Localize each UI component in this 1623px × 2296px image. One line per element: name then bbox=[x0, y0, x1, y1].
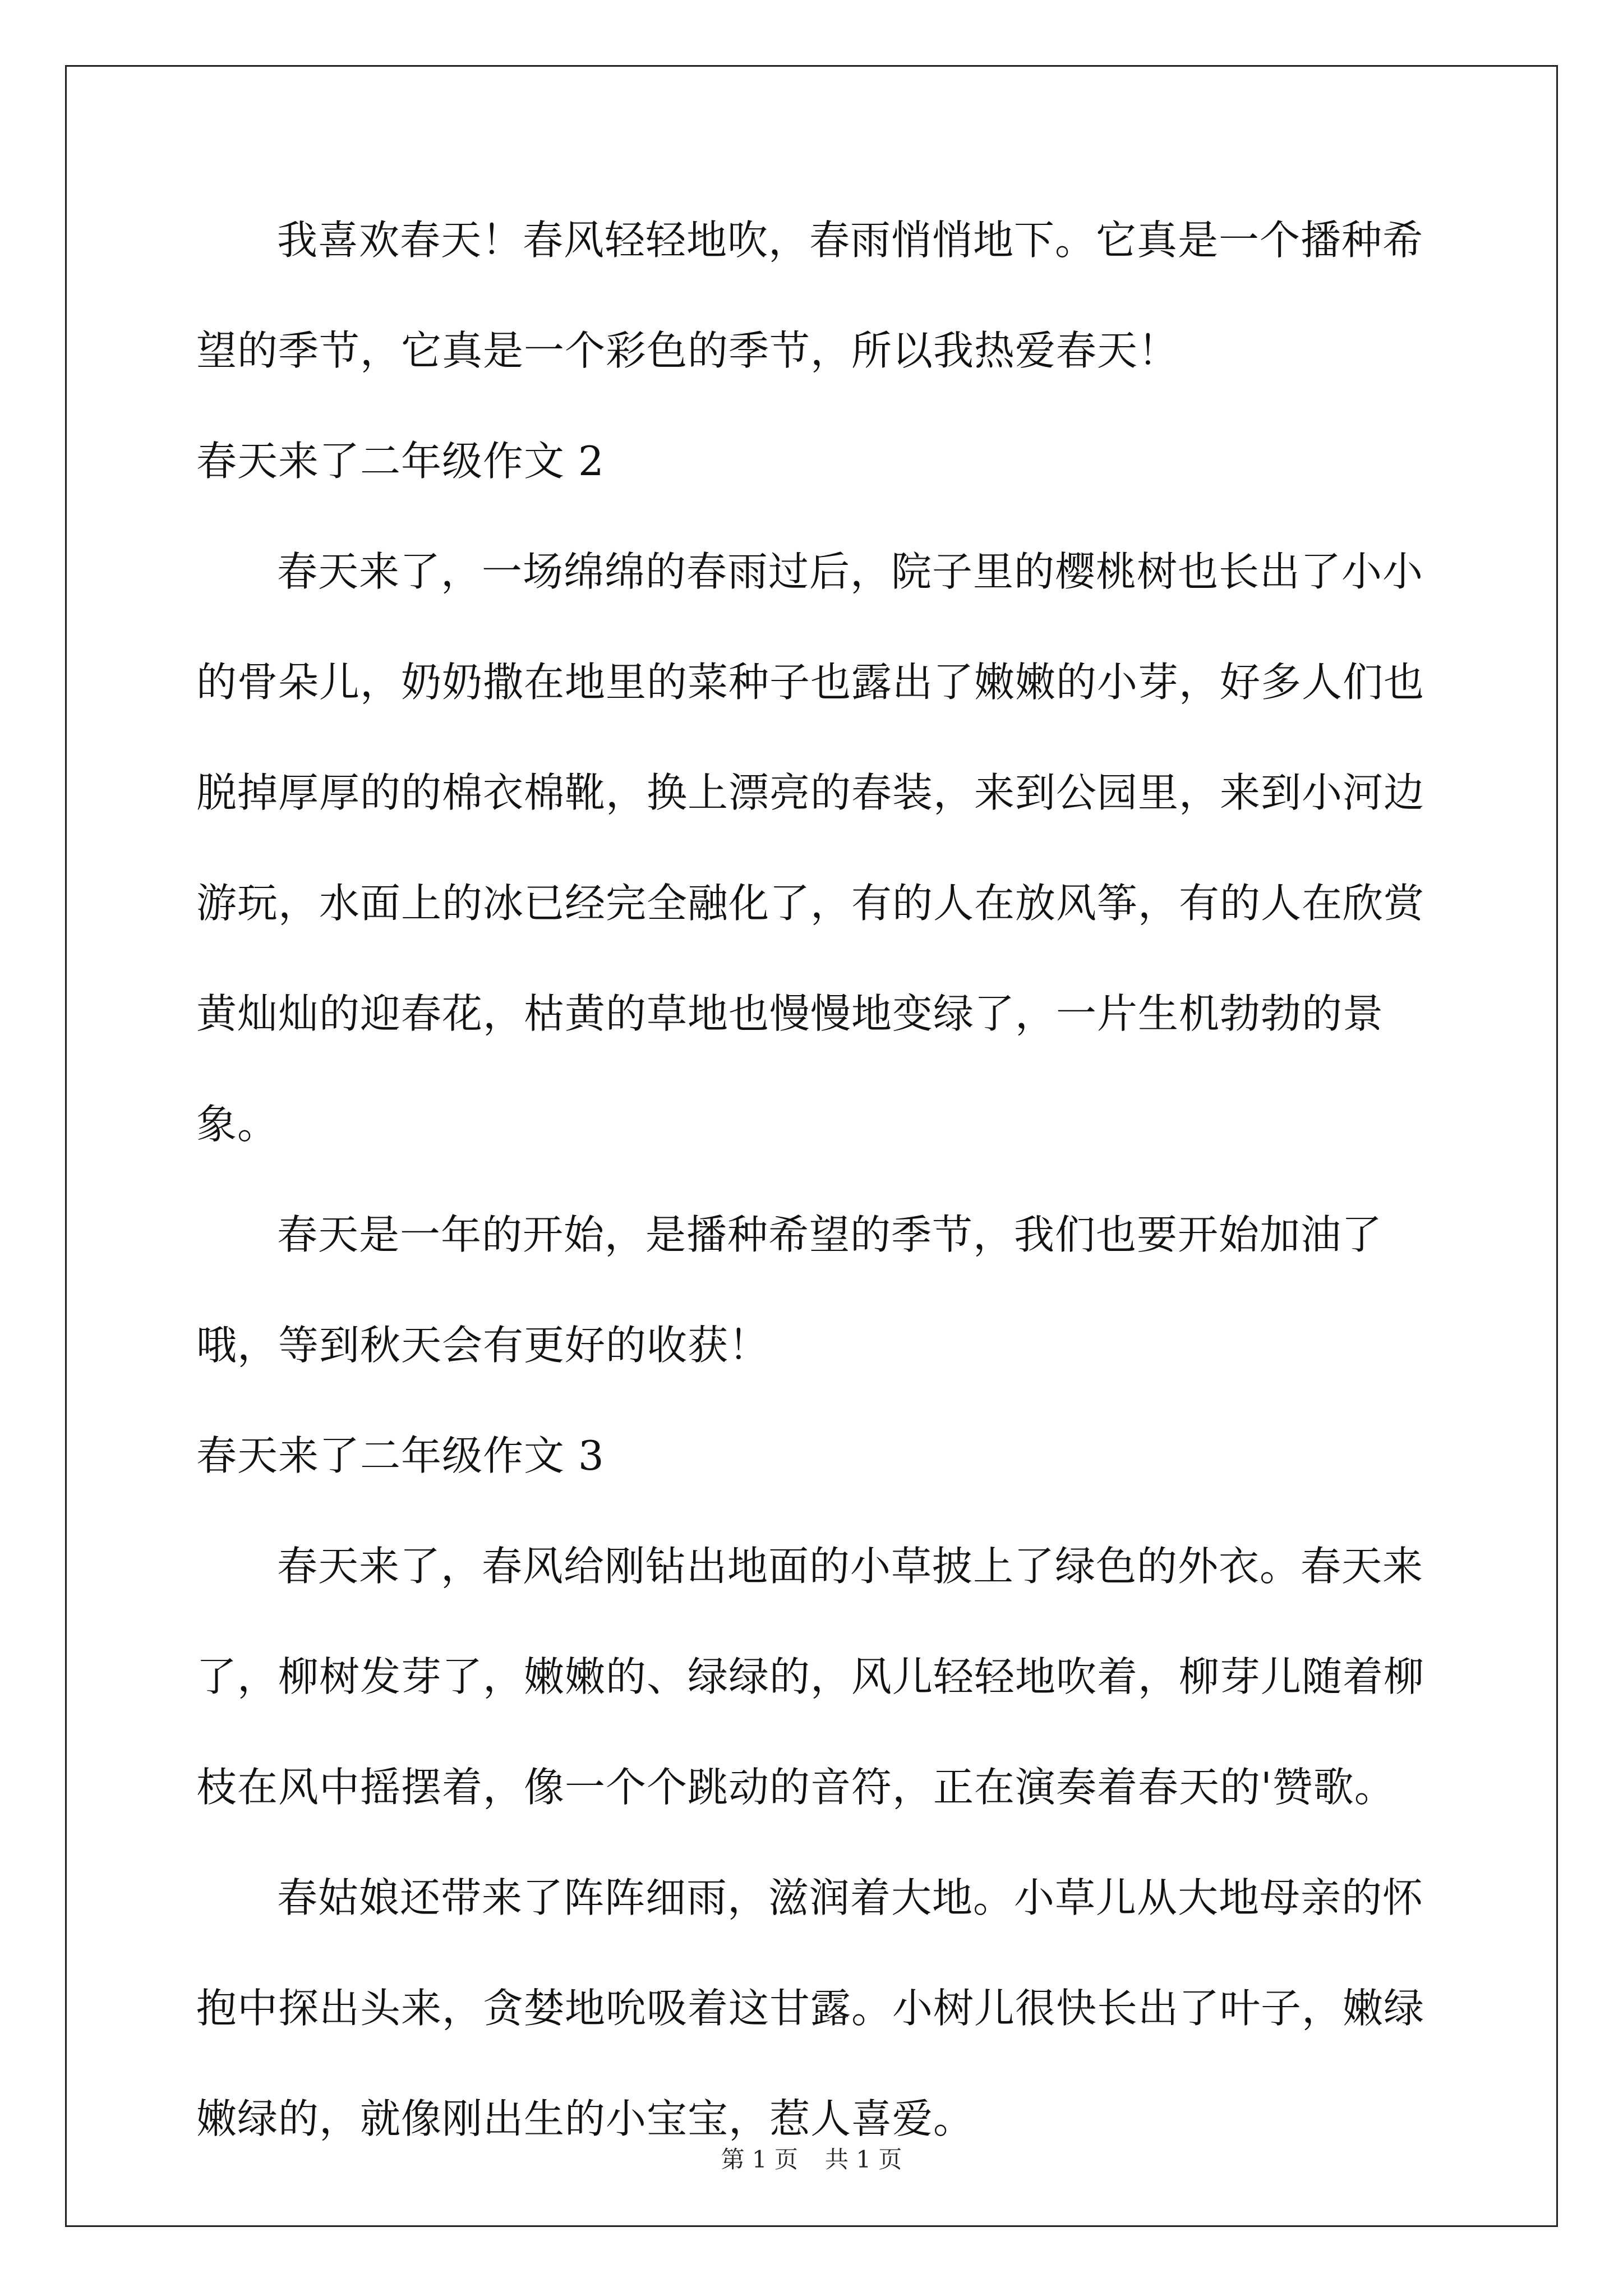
page-footer bbox=[0, 2143, 1623, 2177]
paragraph: 我喜欢春天！春风轻轻地吹，春雨悄悄地下。它真是一个播种希望的季节，它真是一个彩色的季节，所以我热爱春天！ bbox=[196, 217, 1424, 374]
paragraph: 春姑娘还带来了阵阵细雨，滋润着大地。小草儿从大地母亲的怀抱中探出头来，贪婪地吮吸着这甘露。小树儿很快长出了叶子，嫩绿嫩绿的，就像刚出生的小宝宝，惹人喜爱。 bbox=[196, 1874, 1425, 2142]
page-total: 共 1 页 bbox=[825, 2146, 902, 2173]
section-heading: 春天来了二年级作文 2 bbox=[196, 438, 605, 485]
paragraph: 春天是一年的开始，是播种希望的季节，我们也要开始加油了哦，等到秋天会有更好的收获！ bbox=[196, 1211, 1383, 1369]
page-number: 第 1 页 bbox=[721, 2146, 798, 2173]
section-heading: 春天来了二年级作文 3 bbox=[196, 1432, 605, 1479]
paragraph: 春天来了，一场绵绵的春雨过后，院子里的樱桃树也长出了小小的骨朵儿，奶奶撒在地里的菜种子也露出了嫩嫩的小芽，好多人们也脱掉厚厚的的棉衣棉靴，换上漂亮的春装，来到公园里，来到小河边游玩，水面上的冰已经完全融化了，有的人在放风筝，有的人在欣赏黄灿灿的迎春花，枯黄的草地也慢慢地变绿了，一片生机勃勃的景象。 bbox=[196, 548, 1425, 1148]
paragraph: 春天来了，春风给刚钻出地面的小草披上了绿色的外衣。春天来了，柳树发芽了，嫩嫩的、绿绿的，风儿轻轻地吹着，柳芽儿随着柳枝在风中摇摆着，像一个个跳动的音符，正在演奏着春天的'赞歌。 bbox=[196, 1543, 1425, 1811]
document-body bbox=[196, 185, 1447, 2174]
